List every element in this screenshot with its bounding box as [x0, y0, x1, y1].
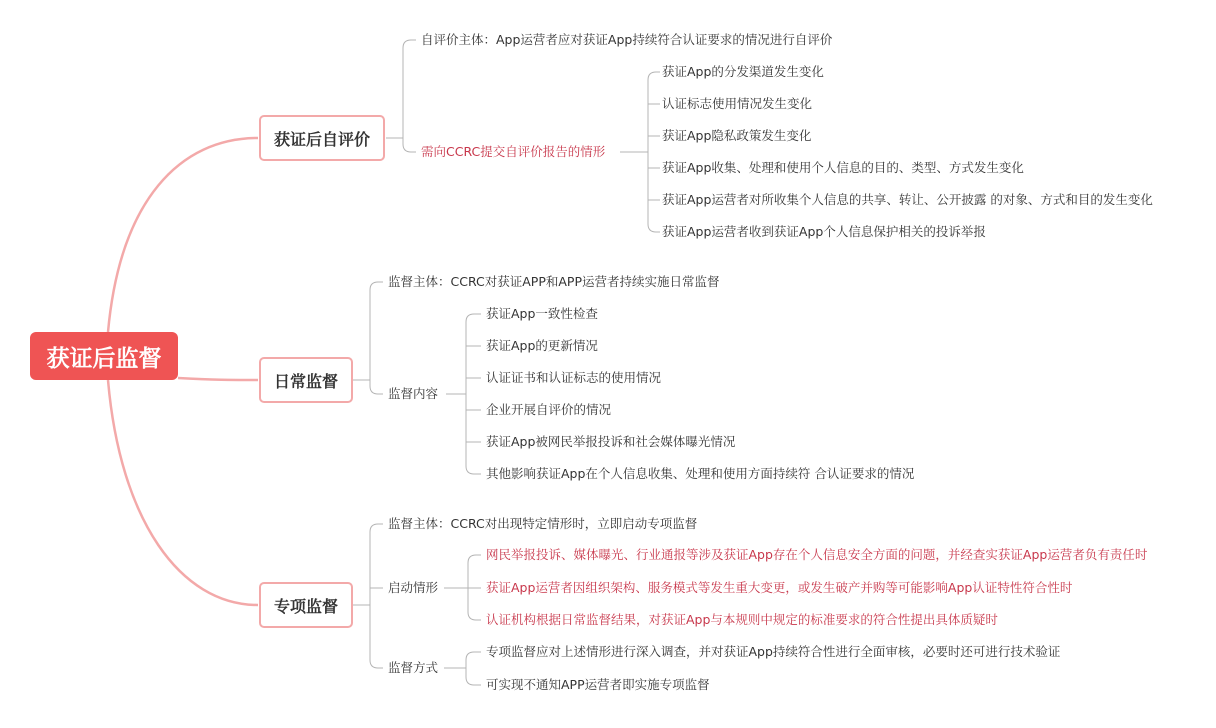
special-method-item[interactable]: 可实现不通知APP运营者即实施专项监督	[486, 677, 710, 692]
connector-daily-content	[446, 314, 481, 474]
report-item[interactable]: 获证App运营者对所收集个人信息的共享、转让、公开披露 的对象、方式和目的发生变化	[662, 192, 1153, 207]
connector-daily	[352, 282, 383, 394]
report-item[interactable]: 获证App隐私政策发生变化	[662, 128, 812, 143]
connector-special-method	[444, 652, 481, 685]
connector-special-trigger	[444, 555, 481, 620]
special-subject[interactable]: 监督主体：CCRC对出现特定情形时，立即启动专项监督	[388, 516, 698, 531]
special-method-item[interactable]: 专项监督应对上述情形进行深入调查，并对获证App持续符合性进行全面审核，必要时还可进行技术验证	[486, 644, 1061, 659]
daily-content-item[interactable]: 获证App一致性检查	[486, 306, 598, 321]
daily-content-item[interactable]: 获证App的更新情况	[486, 338, 598, 353]
branch-curve-daily	[178, 378, 258, 380]
topic-special-supervision[interactable]: 专项监督	[259, 582, 353, 628]
connector-self-eval	[386, 40, 416, 152]
daily-content-item[interactable]: 获证App被网民举报投诉和社会媒体曝光情况	[486, 434, 736, 449]
daily-content-item[interactable]: 认证证书和认证标志的使用情况	[486, 370, 662, 385]
topic-self-evaluation[interactable]: 获证后自评价	[259, 115, 385, 161]
report-item[interactable]: 认证标志使用情况发生变化	[662, 96, 813, 111]
special-trigger-item[interactable]: 认证机构根据日常监督结果，对获证App与本规则中规定的标准要求的符合性提出具体质疑时	[486, 612, 998, 627]
special-trigger-item[interactable]: 网民举报投诉、媒体曝光、行业通报等涉及获证App存在个人信息安全方面的问题，并经查实获证App运营者负有责任时	[486, 547, 1148, 562]
special-trigger-item[interactable]: 获证App运营者因组织架构、服务模式等发生重大变更，或发生破产并购等可能影响App认证特性符合性时	[486, 580, 1073, 595]
special-method-title[interactable]: 监督方式	[388, 660, 439, 675]
topic-daily-supervision[interactable]: 日常监督	[259, 357, 353, 403]
report-item[interactable]: 获证App收集、处理和使用个人信息的目的、类型、方式发生变化	[662, 160, 1024, 175]
branch-curve-special	[108, 380, 258, 605]
report-item[interactable]: 获证App的分发渠道发生变化	[662, 64, 824, 79]
special-trigger-title[interactable]: 启动情形	[388, 580, 439, 595]
daily-content-item[interactable]: 企业开展自评价的情况	[486, 402, 612, 417]
daily-subject[interactable]: 监督主体：CCRC对获证APP和APP运营者持续实施日常监督	[388, 274, 720, 289]
daily-content-title[interactable]: 监督内容	[388, 386, 439, 401]
self-eval-report-title[interactable]: 需向CCRC提交自评价报告的情形	[421, 144, 606, 159]
connector-special	[352, 524, 383, 668]
daily-content-item[interactable]: 其他影响获证App在个人信息收集、处理和使用方面持续符 合认证要求的情况	[486, 466, 915, 481]
connector-report	[620, 72, 660, 232]
self-eval-subject[interactable]: 自评价主体：App运营者应对获证App持续符合认证要求的情况进行自评价	[421, 32, 833, 47]
branch-curve-self-eval	[108, 138, 258, 332]
root-topic[interactable]: 获证后监督	[30, 332, 178, 380]
report-item[interactable]: 获证App运营者收到获证App个人信息保护相关的投诉举报	[662, 224, 986, 239]
